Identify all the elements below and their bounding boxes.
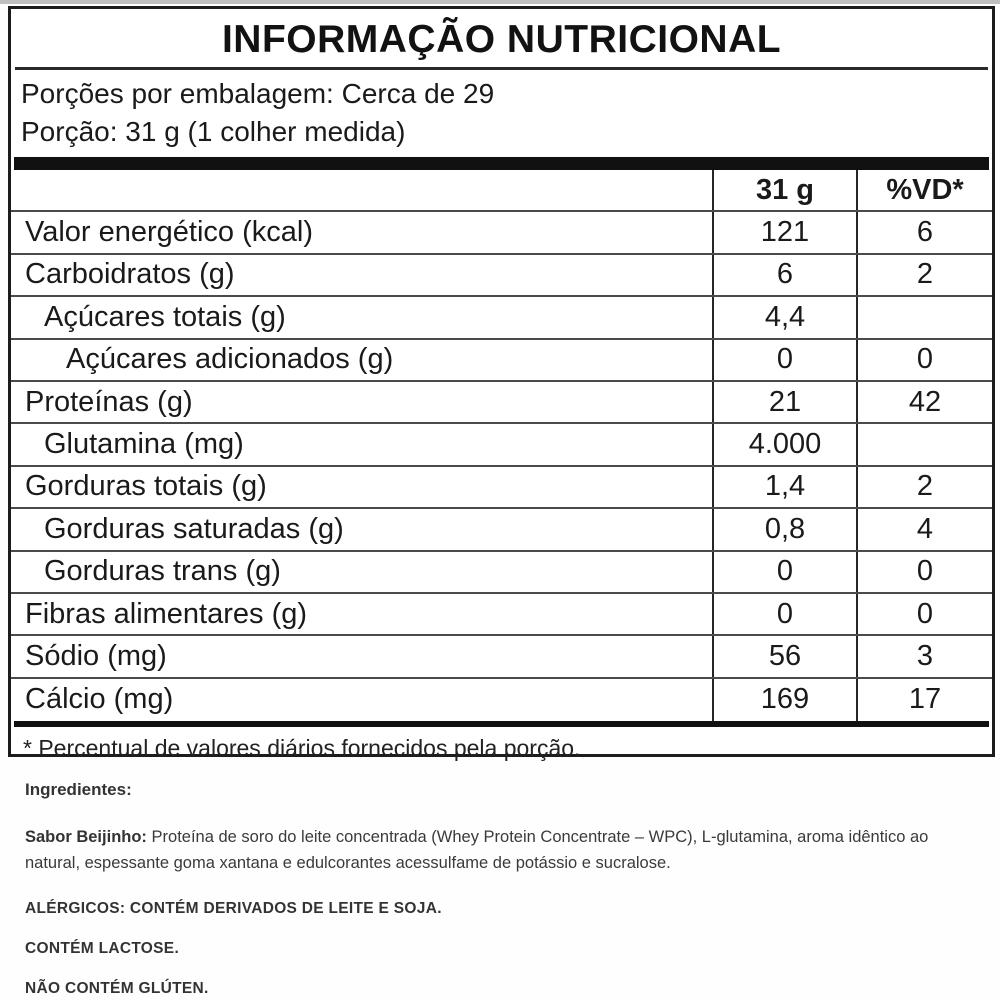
amount-value: 0	[712, 552, 856, 592]
allergen-statement: ALÉRGICOS: CONTÉM DERIVADOS DE LEITE E SOJA.	[25, 900, 442, 917]
daily-value-footnote: * Percentual de valores diários fornecidos pela porção.	[23, 735, 581, 762]
nutrient-name: Proteínas (g)	[25, 385, 193, 418]
table-row	[11, 255, 992, 297]
amount-value: 121	[712, 212, 856, 252]
amount-value: 56	[712, 636, 856, 676]
header-empty-cell	[11, 170, 712, 210]
nutrient-name: Carboidratos (g)	[25, 258, 235, 291]
nutrient-name: Açúcares totais (g)	[44, 300, 286, 333]
table-row	[11, 594, 992, 636]
nutrient-name: Cálcio (mg)	[25, 683, 174, 716]
gluten-statement: NÃO CONTÉM GLÚTEN.	[25, 980, 209, 997]
amount-value: 0	[712, 340, 856, 380]
vd-value	[856, 424, 992, 464]
vd-value: 0	[856, 340, 992, 380]
amount-value: 4,4	[712, 297, 856, 337]
amount-value: 0	[712, 594, 856, 634]
table-row	[11, 424, 992, 466]
header-vd-column: %VD*	[856, 170, 992, 210]
nutrient-name: Gorduras trans (g)	[44, 555, 281, 588]
amount-value: 4.000	[712, 424, 856, 464]
table-header-row	[11, 170, 992, 212]
nutrition-facts-panel	[8, 6, 995, 762]
vd-value: 0	[856, 552, 992, 592]
nutrition-table	[11, 170, 992, 721]
table-row	[11, 509, 992, 551]
image-top-edge	[0, 0, 1000, 4]
vd-value: 2	[856, 467, 992, 507]
vd-value: 17	[856, 679, 992, 721]
flavor-lead: Sabor Beijinho:	[25, 828, 147, 846]
servings-per-package: Porções por embalagem: Cerca de 29	[21, 78, 495, 109]
details-section	[25, 780, 975, 1000]
table-row	[11, 382, 992, 424]
amount-value: 1,4	[712, 467, 856, 507]
amount-value: 0,8	[712, 509, 856, 549]
table-row	[11, 212, 992, 254]
table-row	[11, 679, 992, 721]
vd-value: 2	[856, 255, 992, 295]
vd-value: 6	[856, 212, 992, 252]
header-amount-column: 31 g	[712, 170, 856, 210]
ingredients-heading: Ingredientes:	[25, 780, 132, 799]
nutrient-name: Açúcares adicionados (g)	[66, 343, 394, 376]
nutrient-name: Gorduras totais (g)	[25, 470, 267, 503]
ingredients-paragraph	[25, 824, 975, 876]
nutrient-name: Sódio (mg)	[25, 639, 167, 672]
nutrient-name: Valor energético (kcal)	[25, 216, 313, 249]
vd-value: 0	[856, 594, 992, 634]
nutrient-name: Gorduras saturadas (g)	[44, 512, 344, 545]
amount-value: 6	[712, 255, 856, 295]
table-row	[11, 297, 992, 339]
amount-value: 21	[712, 382, 856, 422]
header-thick-bar	[14, 157, 989, 170]
table-row	[11, 552, 992, 594]
vd-value: 42	[856, 382, 992, 422]
lactose-statement: CONTÉM LACTOSE.	[25, 940, 180, 957]
vd-value	[856, 297, 992, 337]
table-row	[11, 636, 992, 678]
nutrient-name: Glutamina (mg)	[44, 428, 244, 461]
vd-value: 4	[856, 509, 992, 549]
ingredients-text: Proteína de soro do leite concentrada (Whey Protein Concentrate – WPC), L-glutamina, aroma idêntico ao natural, espessante goma xantana e edulcorantes acessulfame de potássio e sucralose.	[25, 828, 929, 872]
nutrient-name: Fibras alimentares (g)	[25, 597, 308, 630]
table-row	[11, 467, 992, 509]
serving-size: Porção: 31 g (1 colher medida)	[21, 116, 406, 147]
vd-value: 3	[856, 636, 992, 676]
amount-value: 169	[712, 679, 856, 721]
table-row	[11, 340, 992, 382]
panel-title: INFORMAÇÃO NUTRICIONAL	[221, 18, 782, 61]
